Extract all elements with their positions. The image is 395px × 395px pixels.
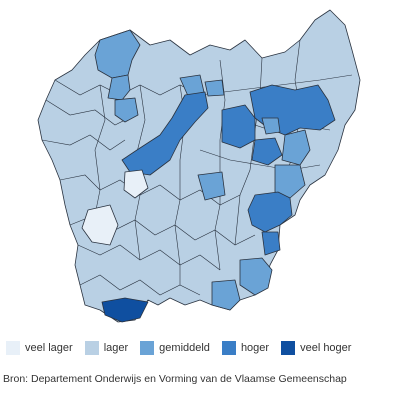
- legend-label: veel lager: [25, 342, 73, 354]
- legend-label: veel hoger: [300, 342, 352, 354]
- region-south-west-veelhoger: [102, 298, 148, 322]
- legend-label: hoger: [240, 342, 270, 354]
- legend-item-lager: [85, 341, 128, 355]
- legend-item-veel-lager: [6, 341, 73, 355]
- legend-swatch: [85, 341, 99, 355]
- region-south-gemiddeld-2: [212, 280, 240, 310]
- region-south-east-hoger: [248, 192, 292, 232]
- province-outline: [38, 10, 360, 322]
- region-north-gemiddeld-5: [205, 80, 224, 96]
- legend-item-gemiddeld: [140, 341, 210, 355]
- legend-label: gemiddeld: [159, 342, 210, 354]
- region-east-hoger-1: [222, 105, 255, 148]
- legend-swatch: [140, 341, 154, 355]
- legend-item-veel-hoger: [281, 341, 351, 355]
- legend-swatch: [6, 341, 20, 355]
- legend-label: lager: [103, 342, 129, 354]
- map-legend: [6, 341, 363, 355]
- legend-swatch: [281, 341, 295, 355]
- legend-swatch: [222, 341, 236, 355]
- source-caption: Bron: Departement Onderwijs en Vorming van de Vlaamse Gemeenschap: [3, 373, 347, 385]
- legend-item-hoger: [222, 341, 269, 355]
- map-regions: [38, 10, 360, 322]
